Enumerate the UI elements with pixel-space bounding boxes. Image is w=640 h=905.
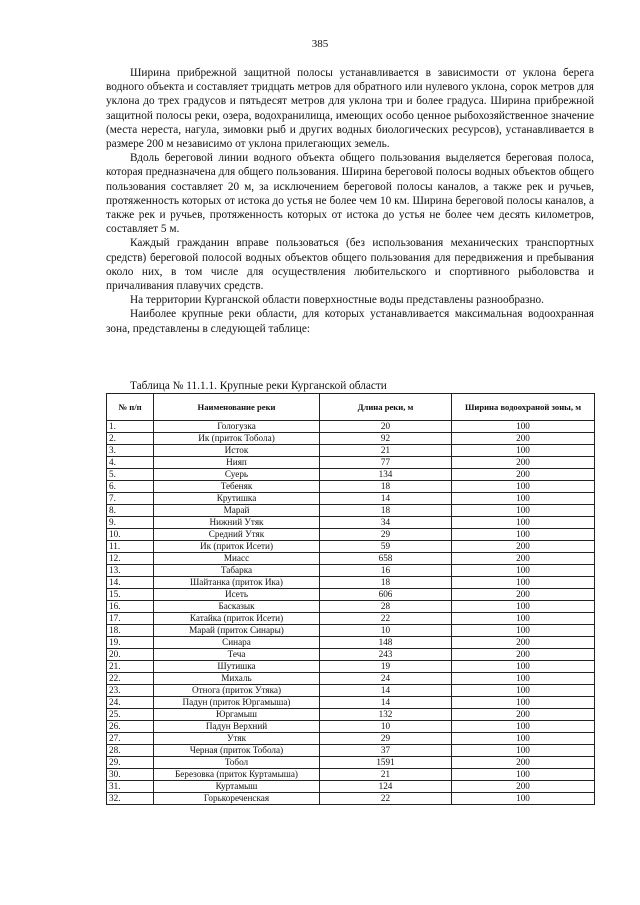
cell-length: 34 xyxy=(320,517,452,529)
paragraph: На территории Курганской области поверхностные воды представлены разнообразно. xyxy=(130,294,544,307)
cell-length: 124 xyxy=(320,781,452,793)
cell-river-name: Исток xyxy=(154,445,320,457)
table-row xyxy=(107,733,595,745)
cell-length: 59 xyxy=(320,541,452,553)
paragraph: Вдоль береговой линии водного объекта общего пользования выделяется береговая полоса, которая предназначена для общего пользования. Ширина береговой полосы водных объектов общего пользования составляет 20 м, за исключением береговой полосы каналов, а также рек и ручьев, протяженность которых от истока до устья не более чем 10 км. Ширина береговой полосы каналов, а также рек и ручьев, протяженность которых от истока до устья не более чем десять километров, составляет 5 м. xyxy=(106,152,594,236)
cell-zone-width: 100 xyxy=(452,625,595,637)
table-row xyxy=(107,565,595,577)
cell-length: 658 xyxy=(320,553,452,565)
cell-zone-width: 200 xyxy=(452,433,595,445)
cell-zone-width: 100 xyxy=(452,769,595,781)
cell-river-name: Катайка (приток Исети) xyxy=(154,613,320,625)
cell-number: 21. xyxy=(107,661,154,673)
cell-length: 243 xyxy=(320,649,452,661)
cell-length: 29 xyxy=(320,733,452,745)
table-row xyxy=(107,493,595,505)
table-row xyxy=(107,637,595,649)
cell-river-name: Исеть xyxy=(154,589,320,601)
cell-length: 606 xyxy=(320,589,452,601)
cell-length: 14 xyxy=(320,493,452,505)
cell-length: 28 xyxy=(320,601,452,613)
table-row xyxy=(107,505,595,517)
cell-zone-width: 100 xyxy=(452,577,595,589)
cell-river-name: Горькореченская xyxy=(154,793,320,805)
table-row xyxy=(107,721,595,733)
cell-number: 4. xyxy=(107,457,154,469)
cell-river-name: Черная (приток Тобола) xyxy=(154,745,320,757)
cell-river-name: Михаль xyxy=(154,673,320,685)
cell-zone-width: 100 xyxy=(452,685,595,697)
table-row xyxy=(107,589,595,601)
cell-number: 25. xyxy=(107,709,154,721)
cell-length: 14 xyxy=(320,697,452,709)
cell-zone-width: 100 xyxy=(452,613,595,625)
table-row xyxy=(107,781,595,793)
cell-length: 77 xyxy=(320,457,452,469)
cell-zone-width: 100 xyxy=(452,493,595,505)
cell-zone-width: 100 xyxy=(452,745,595,757)
cell-zone-width: 100 xyxy=(452,517,595,529)
cell-length: 21 xyxy=(320,445,452,457)
table-row xyxy=(107,553,595,565)
cell-river-name: Басказык xyxy=(154,601,320,613)
cell-number: 7. xyxy=(107,493,154,505)
cell-number: 19. xyxy=(107,637,154,649)
cell-number: 22. xyxy=(107,673,154,685)
table-row xyxy=(107,529,595,541)
cell-length: 20 xyxy=(320,421,452,433)
cell-zone-width: 100 xyxy=(452,661,595,673)
cell-river-name: Марай xyxy=(154,505,320,517)
cell-length: 10 xyxy=(320,625,452,637)
paragraph: Наиболее крупные реки области, для которых устанавливается максимальная водоохранная зона, представлены в следующей таблице: xyxy=(106,308,594,335)
cell-number: 23. xyxy=(107,685,154,697)
cell-zone-width: 100 xyxy=(452,505,595,517)
cell-zone-width: 200 xyxy=(452,541,595,553)
header-number: № п/п xyxy=(107,394,154,421)
cell-zone-width: 100 xyxy=(452,793,595,805)
cell-river-name: Миасс xyxy=(154,553,320,565)
cell-length: 18 xyxy=(320,577,452,589)
cell-length: 10 xyxy=(320,721,452,733)
cell-river-name: Синара xyxy=(154,637,320,649)
cell-zone-width: 100 xyxy=(452,421,595,433)
paragraph: Ширина прибрежной защитной полосы устанавливается в зависимости от уклона берега водного объекта и составляет тридцать метров для обратного или нулевого уклона, сорок метров для уклона до трех градусов и пятьдесят метров для уклона три и более градуса. Ширина прибрежной защитной полосы реки, озера, водохранилища, имеющих особо ценное рыбохозяйственное значение (места нереста, нагула, зимовки рыб и других водных биологических ресурсов), устанавливается в размере 200 м независимо от уклона прилегающих земель. xyxy=(106,67,594,151)
table-row xyxy=(107,661,595,673)
table-header-row xyxy=(107,394,595,421)
table-caption: Таблица № 11.1.1. Крупные реки Курганской области xyxy=(130,380,387,392)
table-row xyxy=(107,709,595,721)
cell-river-name: Теча xyxy=(154,649,320,661)
table-row xyxy=(107,445,595,457)
cell-number: 8. xyxy=(107,505,154,517)
cell-river-name: Падун (приток Юргамыша) xyxy=(154,697,320,709)
cell-zone-width: 100 xyxy=(452,697,595,709)
cell-length: 18 xyxy=(320,505,452,517)
cell-zone-width: 200 xyxy=(452,709,595,721)
cell-number: 20. xyxy=(107,649,154,661)
cell-number: 11. xyxy=(107,541,154,553)
table-row xyxy=(107,613,595,625)
cell-river-name: Шутишка xyxy=(154,661,320,673)
cell-zone-width: 200 xyxy=(452,469,595,481)
table-row xyxy=(107,481,595,493)
cell-river-name: Гологузка xyxy=(154,421,320,433)
cell-river-name: Суерь xyxy=(154,469,320,481)
cell-number: 29. xyxy=(107,757,154,769)
cell-length: 29 xyxy=(320,529,452,541)
cell-length: 92 xyxy=(320,433,452,445)
table-row xyxy=(107,577,595,589)
table-row xyxy=(107,601,595,613)
cell-length: 22 xyxy=(320,613,452,625)
table-row xyxy=(107,625,595,637)
table-row xyxy=(107,793,595,805)
cell-zone-width: 100 xyxy=(452,721,595,733)
table-row xyxy=(107,757,595,769)
table-row xyxy=(107,541,595,553)
cell-number: 14. xyxy=(107,577,154,589)
cell-number: 26. xyxy=(107,721,154,733)
cell-number: 24. xyxy=(107,697,154,709)
cell-number: 1. xyxy=(107,421,154,433)
table-row xyxy=(107,673,595,685)
cell-zone-width: 200 xyxy=(452,781,595,793)
cell-number: 17. xyxy=(107,613,154,625)
cell-river-name: Нияп xyxy=(154,457,320,469)
cell-zone-width: 200 xyxy=(452,637,595,649)
cell-zone-width: 100 xyxy=(452,529,595,541)
cell-zone-width: 200 xyxy=(452,457,595,469)
cell-number: 15. xyxy=(107,589,154,601)
cell-zone-width: 100 xyxy=(452,733,595,745)
table-row xyxy=(107,745,595,757)
cell-river-name: Отнога (приток Утяка) xyxy=(154,685,320,697)
cell-length: 132 xyxy=(320,709,452,721)
cell-river-name: Тобол xyxy=(154,757,320,769)
table-row xyxy=(107,517,595,529)
cell-zone-width: 200 xyxy=(452,553,595,565)
cell-length: 21 xyxy=(320,769,452,781)
cell-number: 10. xyxy=(107,529,154,541)
cell-number: 6. xyxy=(107,481,154,493)
cell-length: 16 xyxy=(320,565,452,577)
cell-number: 12. xyxy=(107,553,154,565)
page-number: 385 xyxy=(311,38,329,50)
cell-river-name: Березовка (приток Куртамыша) xyxy=(154,769,320,781)
table-row xyxy=(107,457,595,469)
cell-number: 2. xyxy=(107,433,154,445)
cell-river-name: Тебеняк xyxy=(154,481,320,493)
cell-river-name: Крутишка xyxy=(154,493,320,505)
cell-river-name: Нижний Утяк xyxy=(154,517,320,529)
cell-number: 9. xyxy=(107,517,154,529)
cell-length: 134 xyxy=(320,469,452,481)
table-row xyxy=(107,433,595,445)
cell-zone-width: 200 xyxy=(452,589,595,601)
header-zone-width: Ширина водоохраной зоны, м xyxy=(452,394,595,421)
cell-length: 1591 xyxy=(320,757,452,769)
cell-number: 13. xyxy=(107,565,154,577)
cell-length: 22 xyxy=(320,793,452,805)
cell-river-name: Падун Верхний xyxy=(154,721,320,733)
table-row xyxy=(107,697,595,709)
table-row xyxy=(107,469,595,481)
cell-river-name: Юргамыш xyxy=(154,709,320,721)
cell-river-name: Ик (приток Исети) xyxy=(154,541,320,553)
table-row xyxy=(107,769,595,781)
cell-length: 148 xyxy=(320,637,452,649)
table-body xyxy=(107,421,595,805)
cell-zone-width: 100 xyxy=(452,481,595,493)
cell-number: 27. xyxy=(107,733,154,745)
cell-number: 28. xyxy=(107,745,154,757)
cell-zone-width: 200 xyxy=(452,757,595,769)
table-row xyxy=(107,685,595,697)
cell-length: 19 xyxy=(320,661,452,673)
cell-number: 30. xyxy=(107,769,154,781)
rivers-table xyxy=(106,393,595,805)
cell-river-name: Куртамыш xyxy=(154,781,320,793)
cell-river-name: Ик (приток Тобола) xyxy=(154,433,320,445)
cell-number: 5. xyxy=(107,469,154,481)
cell-number: 32. xyxy=(107,793,154,805)
cell-number: 3. xyxy=(107,445,154,457)
cell-river-name: Утяк xyxy=(154,733,320,745)
paragraph: Каждый гражданин вправе пользоваться (без использования механических транспортных средств) береговой полосой водных объектов общего пользования для передвижения и пребывания около них, в том числе для осуществления любительского и спортивного рыболовства и причаливания плавучих средств. xyxy=(106,237,594,293)
table-row xyxy=(107,649,595,661)
cell-zone-width: 100 xyxy=(452,673,595,685)
body-text xyxy=(106,66,594,336)
cell-number: 18. xyxy=(107,625,154,637)
cell-zone-width: 100 xyxy=(452,601,595,613)
cell-zone-width: 100 xyxy=(452,565,595,577)
cell-zone-width: 200 xyxy=(452,649,595,661)
table-row xyxy=(107,421,595,433)
cell-number: 16. xyxy=(107,601,154,613)
cell-river-name: Табарка xyxy=(154,565,320,577)
cell-river-name: Средний Утяк xyxy=(154,529,320,541)
cell-number: 31. xyxy=(107,781,154,793)
cell-river-name: Марай (приток Синары) xyxy=(154,625,320,637)
cell-length: 37 xyxy=(320,745,452,757)
cell-length: 14 xyxy=(320,685,452,697)
cell-length: 24 xyxy=(320,673,452,685)
cell-zone-width: 100 xyxy=(452,445,595,457)
header-length: Длина реки, м xyxy=(320,394,452,421)
header-river-name: Наименование реки xyxy=(154,394,320,421)
cell-length: 18 xyxy=(320,481,452,493)
cell-river-name: Шайтанка (приток Ика) xyxy=(154,577,320,589)
